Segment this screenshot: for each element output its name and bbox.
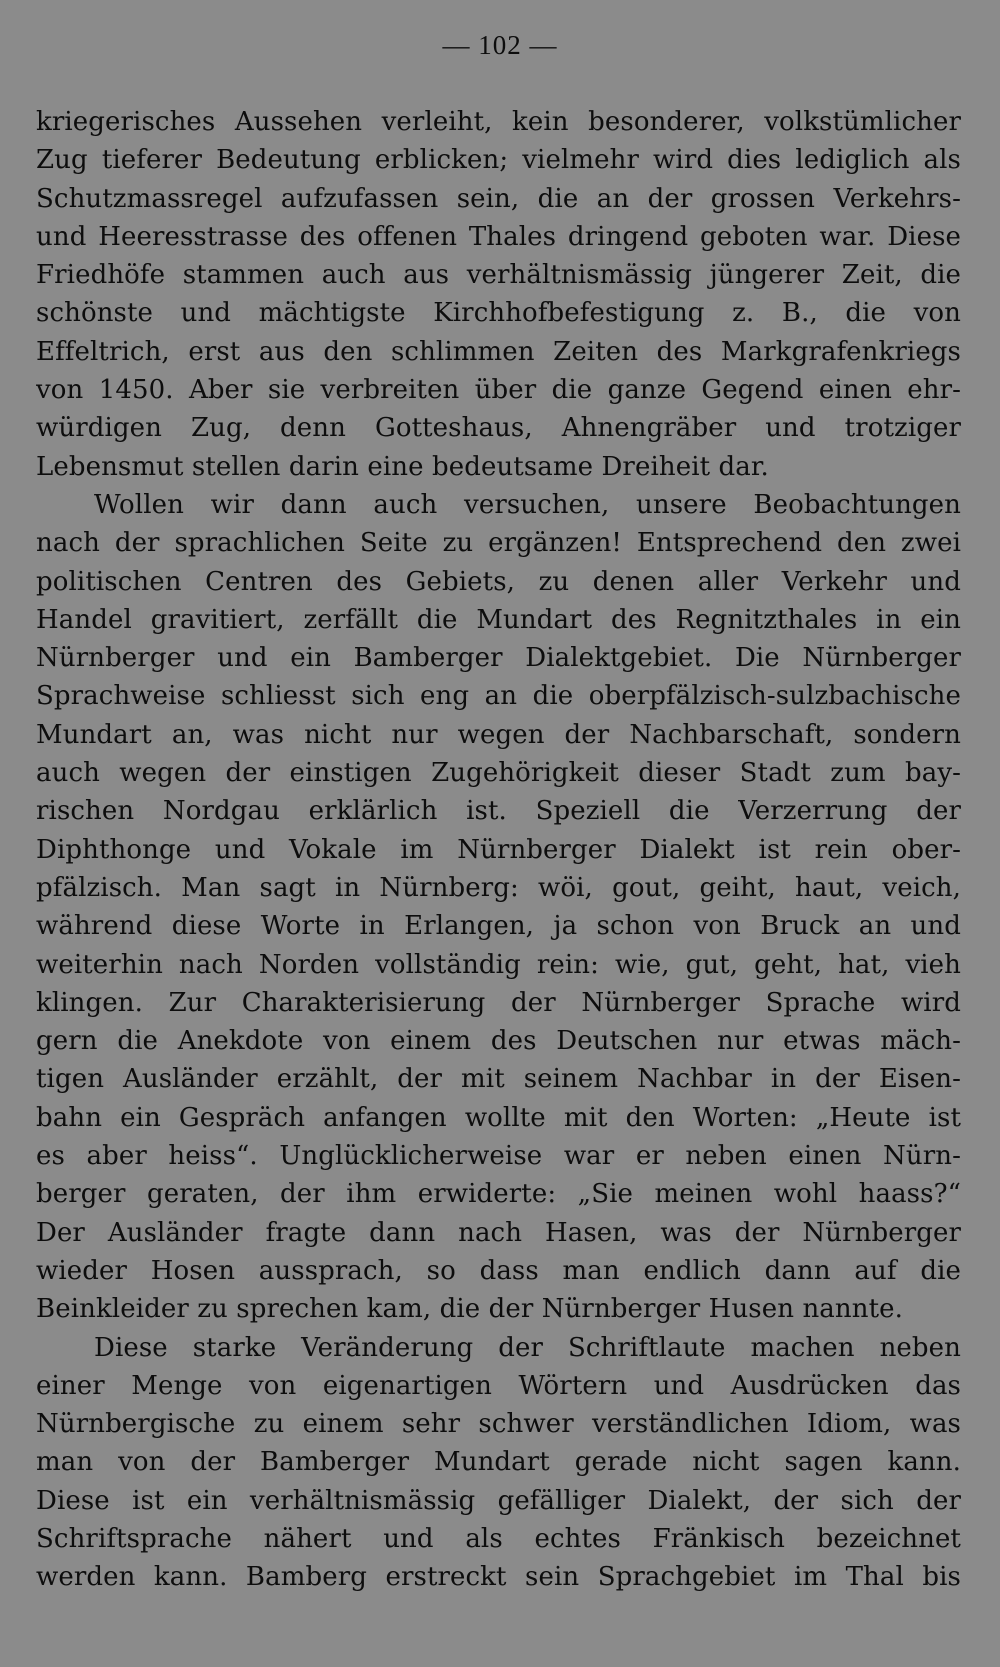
text-line: Mundart an, was nicht nur wegen der Nachbarschaft, sondern xyxy=(36,719,961,750)
text-line: man von der Bamberger Mundart gerade nicht sagen kann. xyxy=(36,1447,961,1478)
text-line: rischen Nordgau erklärlich ist. Speziell die Verzerrung der xyxy=(36,796,961,827)
text-line: Schriftsprache nähert und als echtes Fränkisch bezeichnet xyxy=(36,1523,961,1554)
text-line: Nürnbergische zu einem sehr schwer verständlichen Idiom, was xyxy=(36,1409,961,1440)
body-text xyxy=(36,103,961,1597)
text-line: Wollen wir dann auch versuchen, unsere Beobachtungen xyxy=(94,489,961,520)
text-line: Handel gravitiert, zerfällt die Mundart des Regnitzthales in ein xyxy=(36,604,961,635)
text-line: pfälzisch. Man sagt in Nürnberg: wöi, gout, geiht, haut, veich, xyxy=(36,872,961,903)
text-line: Diese starke Veränderung der Schriftlaute machen neben xyxy=(94,1332,961,1363)
text-line: von 1450. Aber sie verbreiten über die ganze Gegend einen ehr- xyxy=(36,375,961,406)
text-line: bahn ein Gespräch anfangen wollte mit den Worten: „Heute ist xyxy=(36,1102,961,1133)
page-number: — 102 — xyxy=(442,30,558,60)
text-line: Friedhöfe stammen auch aus verhältnismässig jüngerer Zeit, die xyxy=(36,260,961,291)
text-line: wieder Hosen aussprach, so dass man endlich dann auf die xyxy=(36,1255,961,1286)
text-line: Nürnberger und ein Bamberger Dialektgebiet. Die Nürnberger xyxy=(36,643,961,674)
text-line: Schutzmassregel aufzufassen sein, die an der grossen Verkehrs- xyxy=(36,183,961,214)
text-line: Beinkleider zu sprechen kam, die der Nürnberger Husen nannte. xyxy=(36,1294,903,1325)
text-line: politischen Centren des Gebiets, zu denen aller Verkehr und xyxy=(36,566,961,597)
text-line: Lebensmut stellen darin eine bedeutsame Dreiheit dar. xyxy=(36,451,769,482)
text-line: Effeltrich, erst aus den schlimmen Zeiten des Markgrafenkriegs xyxy=(36,336,961,367)
text-line: und Heeresstrasse des offenen Thales dringend geboten war. Diese xyxy=(36,221,961,252)
text-line: gern die Anekdote von einem des Deutschen nur etwas mäch- xyxy=(36,1026,961,1057)
text-line: würdigen Zug, denn Gotteshaus, Ahnengräber und trotziger xyxy=(36,413,961,444)
text-line: schönste und mächtigste Kirchhofbefestigung z. B., die von xyxy=(36,298,961,329)
text-line: tigen Ausländer erzählt, der mit seinem Nachbar in der Eisen- xyxy=(36,1064,961,1095)
text-line: berger geraten, der ihm erwiderte: „Sie meinen wohl haass?“ xyxy=(36,1179,961,1210)
text-line: Sprachweise schliesst sich eng an die oberpfälzisch-sulzbachische xyxy=(36,681,961,712)
text-line: auch wegen der einstigen Zugehörigkeit dieser Stadt zum bay- xyxy=(36,758,961,789)
text-line: klingen. Zur Charakterisierung der Nürnberger Sprache wird xyxy=(36,987,961,1018)
text-line: während diese Worte in Erlangen, ja schon von Bruck an und xyxy=(36,911,961,942)
text-line: Diese ist ein verhältnismässig gefälliger Dialekt, der sich der xyxy=(36,1485,961,1516)
text-line: es aber heiss“. Unglücklicherweise war er neben einen Nürn- xyxy=(36,1141,961,1172)
text-line: weiterhin nach Norden vollständig rein: wie, gut, geht, hat, vieh xyxy=(36,949,961,980)
text-line: Zug tieferer Bedeutung erblicken; vielmehr wird dies lediglich als xyxy=(36,145,961,176)
text-line: werden kann. Bamberg erstreckt sein Sprachgebiet im Thal bis xyxy=(36,1562,961,1593)
text-line: kriegerisches Aussehen verleiht, kein besonderer, volkstümlicher xyxy=(36,107,961,137)
text-line: nach der sprachlichen Seite zu ergänzen! Entsprechend den zwei xyxy=(36,528,961,559)
text-line: Der Ausländer fragte dann nach Hasen, was der Nürnberger xyxy=(36,1217,961,1248)
text-line: Diphthonge und Vokale im Nürnberger Dialekt ist rein ober- xyxy=(36,834,961,865)
text-line: einer Menge von eigenartigen Wörtern und Ausdrücken das xyxy=(36,1370,961,1401)
